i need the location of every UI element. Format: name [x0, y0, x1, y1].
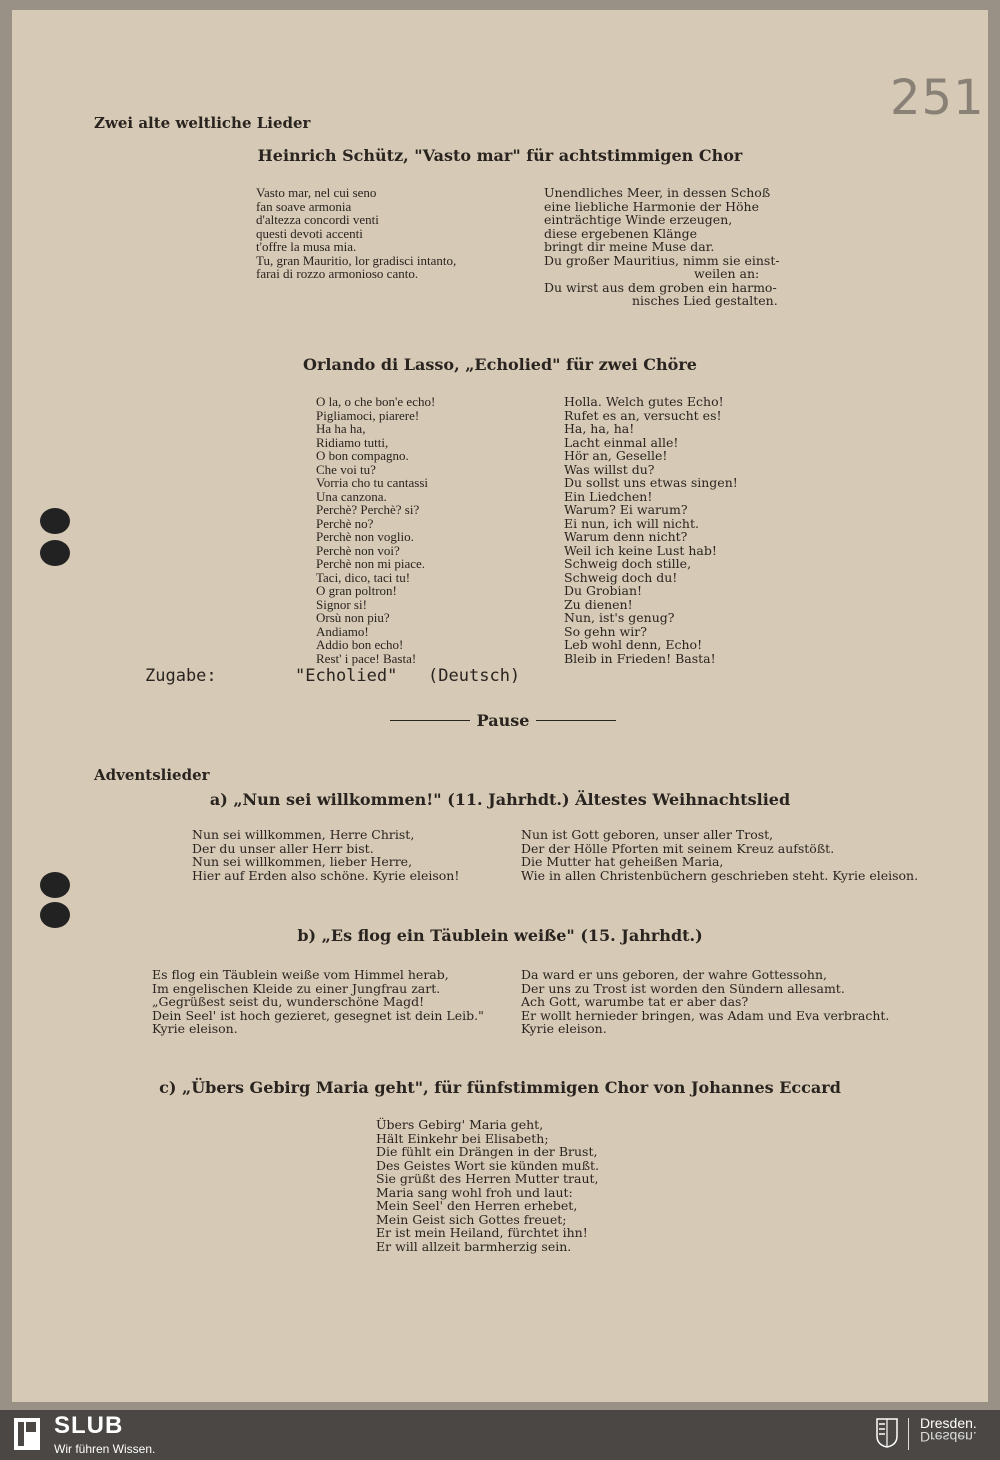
lyric-line: Addio bon echo! [316, 637, 404, 652]
lyric-line: Mein Geist sich Gottes freuet; [376, 1211, 567, 1227]
punch-hole [40, 872, 70, 898]
song-title-a: a) „Nun sei willkommen!" (11. Jahrhdt.) Ältestes Weihnachtslied [209, 790, 791, 809]
zugabe-text: "Echolied" (Deutsch) [295, 666, 521, 686]
footer-slogan: Wir führen Wissen. [54, 1442, 156, 1456]
lyric-line: Vorria cho tu cantassi [316, 475, 429, 490]
lyric-line: So gehn wir? [564, 623, 647, 639]
lyric-line: Er wollt hernieder bringen, was Adam und Eva verbracht. [521, 1007, 890, 1023]
divider-right [536, 720, 616, 721]
lyric-line: Hier auf Erden also schöne. Kyrie eleison! [192, 867, 460, 883]
lyric-line: bringt dir meine Muse dar. [544, 239, 715, 254]
lyric-line: Tu, gran Mauritio, lor gradisci intanto, [256, 252, 457, 268]
lyric-line: Orsù non piu? [316, 610, 390, 625]
lyric-line: O bon compagno. [316, 448, 409, 463]
lyric-line: O gran poltron! [316, 583, 397, 598]
footer-bar [0, 1410, 1000, 1460]
city-crest-icon [876, 1418, 898, 1448]
lyric-line: Lacht einmal alle! [564, 434, 679, 450]
lyric-line: Che voi tu? [316, 461, 376, 477]
lyric-line: Warum denn nicht? [564, 529, 688, 544]
document-page [12, 10, 988, 1402]
lyric-line: Vasto mar, nel cui seno [256, 185, 377, 200]
lyric-line: Der der Hölle Pforten mit seinem Kreuz aufstößt. [521, 840, 835, 856]
lyric-line: Zu dienen! [564, 596, 633, 612]
lyrics-a-left [192, 828, 459, 882]
lyric-line: Perchè non voi? [316, 542, 400, 558]
lyric-line: Im engelischen Kleide zu einer Jungfrau zart. [152, 980, 441, 996]
lyric-line: Pigliamoci, piarere! [316, 407, 420, 423]
lyric-line: Da ward er uns geboren, der wahre Gottessohn, [521, 967, 827, 982]
lyrics-b-left [152, 968, 484, 1036]
lyrics-schuetz-german [544, 186, 780, 308]
lyric-line: Bleib in Frieden! Basta! [564, 650, 716, 666]
lyric-line: Andiamo! [316, 623, 369, 639]
lyric-line: Ridiamo tutti, [316, 434, 389, 450]
lyric-line: Nun sei willkommen, lieber Herre, [192, 854, 413, 869]
footer-city-label: Dresden. [920, 1415, 977, 1431]
lyric-line: farai di rozzo armonioso canto. [256, 266, 419, 281]
lyric-line: Er ist mein Heiland, fürchtet ihn! [376, 1225, 588, 1240]
lyric-line: Kyrie eleison. [152, 1021, 238, 1036]
footer-city[interactable] [920, 1416, 977, 1444]
lyric-line: Die Mutter hat geheißen Maria, [521, 854, 724, 869]
punch-hole [40, 508, 70, 534]
lyric-line: fan soave armonia [256, 198, 352, 214]
lyric-line: Kyrie eleison. [521, 1021, 607, 1036]
lyric-line: Ei nun, ich will nicht. [564, 515, 699, 531]
page-number: 251 [890, 70, 985, 126]
lyric-line: Mein Seel' den Herren erhebet, [376, 1198, 578, 1213]
lyric-line: Taci, dico, taci tu! [316, 569, 411, 585]
lyric-line: Rest' i pace! Basta! [316, 650, 417, 666]
lyrics-b-right [521, 968, 889, 1036]
lyric-line: Perchè no? [316, 515, 374, 531]
lyric-line: Rufet es an, versucht es! [564, 407, 722, 423]
lyric-line: Una canzona. [316, 488, 387, 504]
lyric-line: Du Grobian! [564, 583, 643, 598]
section-heading-secular: Zwei alte weltliche Lieder [94, 114, 311, 132]
lyrics-c [376, 1118, 599, 1253]
footer-brand[interactable]: SLUB [54, 1412, 124, 1439]
lyric-line: Der du unser aller Herr bist. [192, 840, 374, 856]
lyrics-lasso-german [564, 395, 738, 665]
song-title-lasso: Orlando di Lasso, „Echolied" für zwei Chöre [303, 355, 697, 374]
lyric-line: Nun sei willkommen, Herre Christ, [192, 827, 415, 842]
pause-label: Pause [476, 711, 530, 730]
punch-hole [40, 540, 70, 566]
song-title-c: c) „Übers Gebirg Maria geht", für fünfstimmigen Chor von Johannes Eccard [159, 1078, 841, 1097]
lyric-line: Perchè non mi piace. [316, 556, 426, 571]
lyric-line: weilen an: [694, 266, 760, 281]
lyric-line: Holla. Welch gutes Echo! [564, 394, 724, 409]
lyrics-schuetz-italian [256, 186, 456, 281]
lyric-line: Weil ich keine Lust hab! [564, 542, 717, 558]
lyric-line: Des Geistes Wort sie künden mußt. [376, 1157, 600, 1173]
lyric-line: questi devoti accenti [256, 225, 363, 241]
lyric-line: Übers Gebirg' Maria geht, [376, 1117, 544, 1132]
lyric-line: Nun, ist's genug? [564, 610, 675, 625]
lyric-line: diese ergebenen Klänge [544, 225, 698, 241]
lyric-line: Ein Liedchen! [564, 488, 653, 504]
lyric-line: Perchè? Perchè? si? [316, 502, 420, 517]
lyric-line: Ha, ha, ha! [564, 421, 635, 436]
lyric-line: Warum? Ei warum? [564, 502, 688, 517]
lyric-line: Leb wohl denn, Echo! [564, 637, 703, 652]
lyric-line: Hör an, Geselle! [564, 448, 668, 463]
lyric-line: Perchè non voglio. [316, 529, 414, 544]
lyric-line: Nun ist Gott geboren, unser aller Trost, [521, 827, 774, 842]
lyric-line: Hält Einkehr bei Elisabeth; [376, 1130, 549, 1146]
lyric-line: Du wirst aus dem groben ein harmo- [544, 279, 777, 295]
footer-city-mirror: Dresden. [920, 1429, 977, 1445]
divider-left [390, 720, 470, 721]
lyric-line: Dein Seel' ist hoch gezieret, gesegnet ist dein Leib." [152, 1007, 484, 1023]
lyric-line: Ach Gott, warumbe tat er aber das? [521, 994, 749, 1009]
footer-divider [908, 1418, 909, 1450]
lyric-line: Schweig doch du! [564, 569, 678, 585]
song-title-schuetz: Heinrich Schütz, "Vasto mar" für achtstimmigen Chor [257, 146, 743, 165]
lyric-line: Signor si! [316, 596, 367, 612]
lyric-line: d'altezza concordi venti [256, 212, 379, 227]
lyric-line: „Gegrüßest seist du, wunderschöne Magd! [152, 994, 425, 1009]
lyric-line: Du großer Mauritius, nimm sie einst- [544, 252, 780, 268]
lyric-line: Der uns zu Trost ist worden den Sündern allesamt. [521, 980, 845, 996]
lyric-line: nisches Lied gestalten. [632, 293, 778, 308]
lyric-line: Was willst du? [564, 461, 655, 477]
lyric-line: t'offre la musa mia. [256, 239, 357, 254]
lyric-line: Maria sang wohl froh und laut: [376, 1184, 573, 1200]
lyric-line: Wie in allen Christenbüchern geschrieben steht. Kyrie eleison. [521, 867, 919, 883]
section-heading-advent: Adventslieder [94, 766, 210, 784]
lyrics-a-right [521, 828, 918, 882]
zugabe-label: Zugabe: [145, 666, 217, 686]
lyric-line: Sie grüßt des Herren Mutter traut, [376, 1171, 599, 1186]
lyrics-lasso-italian [316, 395, 435, 665]
slub-logo-icon[interactable] [14, 1418, 40, 1450]
lyric-line: Schweig doch stille, [564, 556, 692, 571]
lyric-line: einträchtige Winde erzeugen, [544, 212, 733, 227]
lyric-line: Er will allzeit barmherzig sein. [376, 1238, 572, 1254]
lyric-line: Du sollst uns etwas singen! [564, 475, 738, 490]
song-title-b: b) „Es flog ein Täublein weiße" (15. Jahrhdt.) [297, 926, 703, 945]
lyric-line: Unendliches Meer, in dessen Schoß [544, 185, 771, 200]
lyric-line: eine liebliche Harmonie der Höhe [544, 198, 759, 214]
lyric-line: O la, o che bon'e echo! [316, 394, 436, 409]
lyric-line: Die fühlt ein Drängen in der Brust, [376, 1144, 598, 1159]
lyric-line: Ha ha ha, [316, 421, 366, 436]
lyric-line: Es flog ein Täublein weiße vom Himmel herab, [152, 967, 449, 982]
punch-hole [40, 902, 70, 928]
